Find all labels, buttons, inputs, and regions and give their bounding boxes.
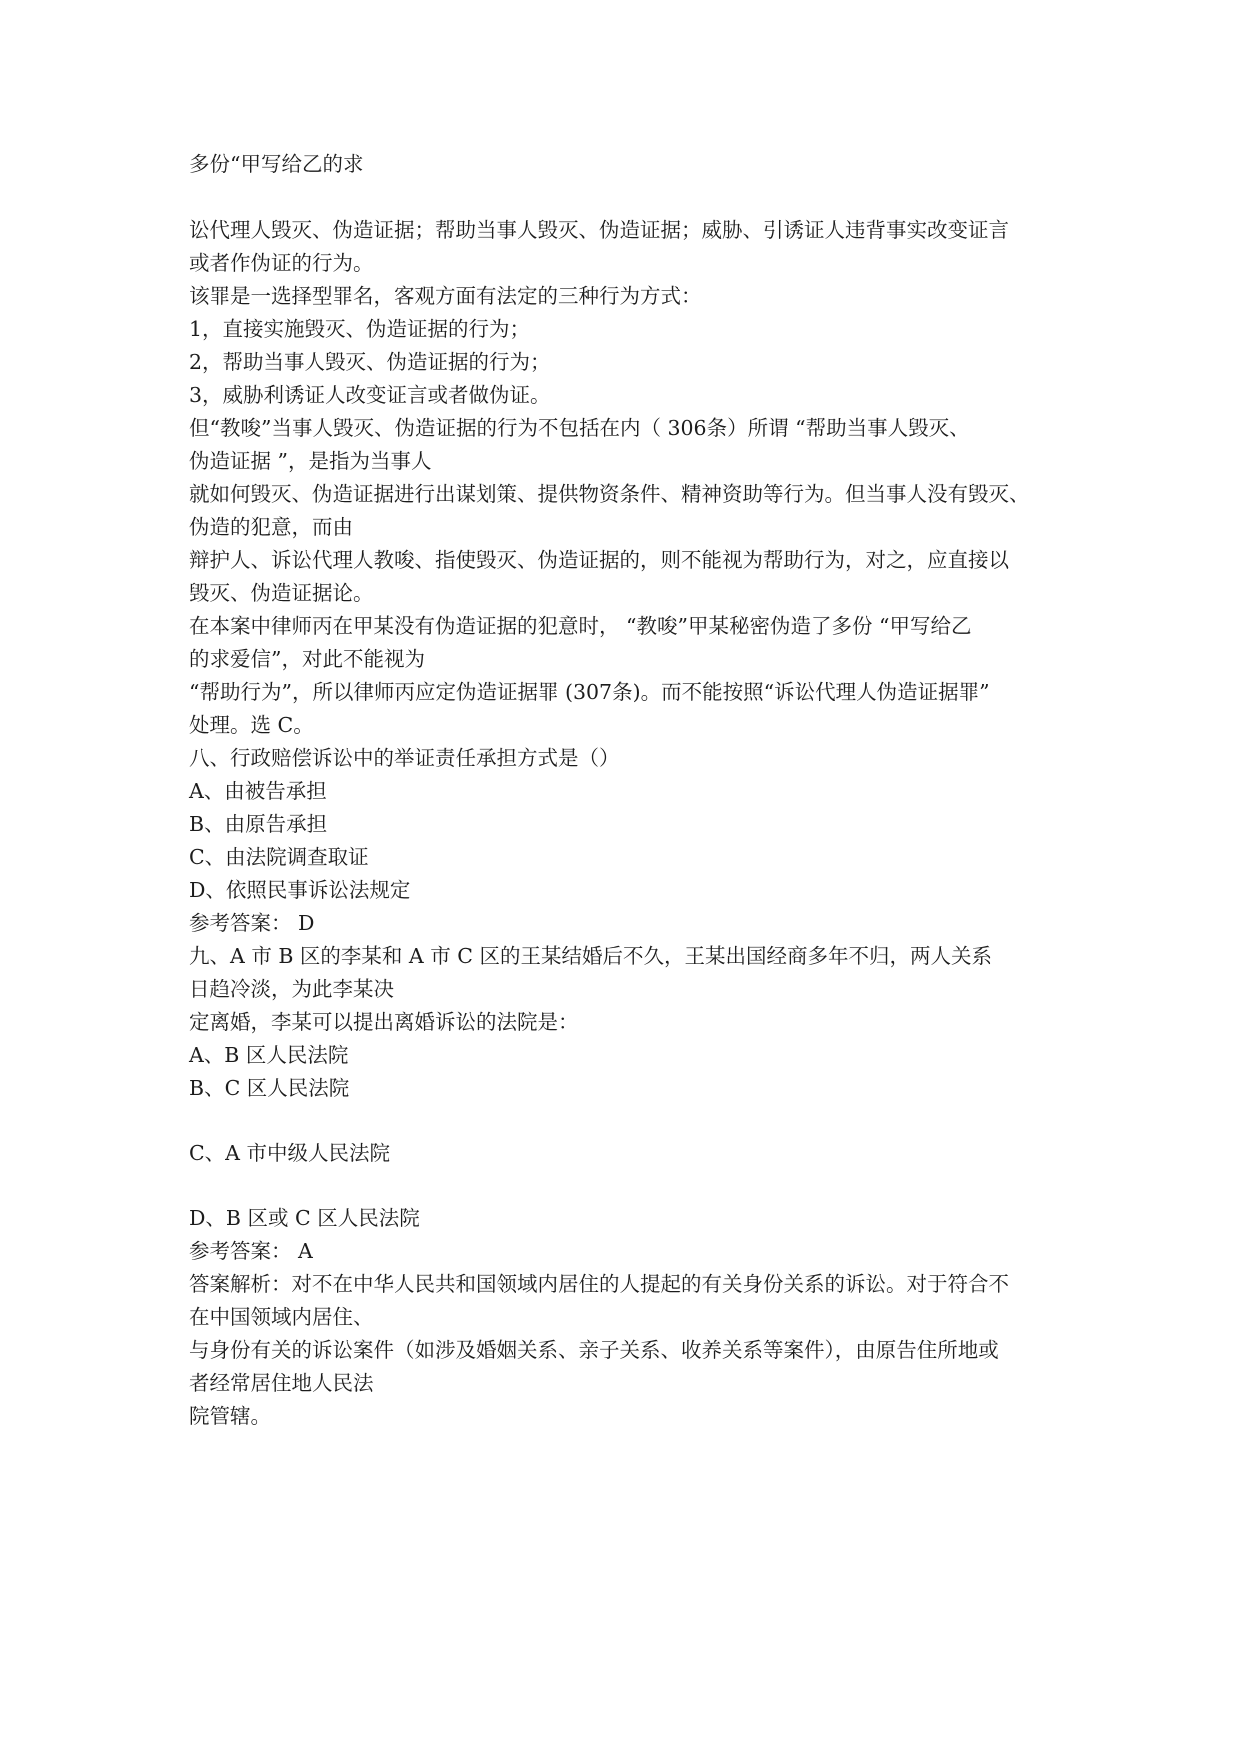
text-line: 3，威胁利诱证人改变证言或者做伪证。 bbox=[189, 383, 551, 407]
text-line: 就如何毁灭、伪造证据进行出谋划策、提供物资条件、精神资助等行为。但当事人没有毁灭、 bbox=[189, 482, 1030, 506]
reference-answer: 参考答案： D bbox=[189, 911, 315, 935]
text-line: 2，帮助当事人毁灭、伪造证据的行为； bbox=[189, 350, 551, 374]
answer-option: C、由法院调查取证 bbox=[189, 845, 369, 869]
question-heading: 八、行政赔偿诉讼中的举证责任承担方式是（） bbox=[189, 746, 620, 770]
text-line: 在本案中律师丙在甲某没有伪造证据的犯意时， “教唆”甲某秘密伪造了多份 “甲写给乙 bbox=[189, 614, 972, 638]
text-line: 与身份有关的诉讼案件（如涉及婚姻关系、亲子关系、收养关系等案件），由原告住所地或 bbox=[189, 1338, 999, 1362]
text-line: 在中国领域内居住、 bbox=[189, 1305, 374, 1329]
text-line: “帮助行为”，所以律师丙应定伪造证据罪 (307条)。而不能按照“诉讼代理人伪造证据罪” bbox=[189, 680, 990, 704]
answer-option: A、B 区人民法院 bbox=[189, 1043, 349, 1067]
answer-option: B、C 区人民法院 bbox=[189, 1076, 350, 1100]
document-body bbox=[189, 148, 1069, 1433]
text-line: 处理。选 C。 bbox=[189, 713, 314, 737]
text-line: 日趋冷淡，为此李某决 bbox=[189, 977, 394, 1001]
text-line: 讼代理人毁灭、伪造证据；帮助当事人毁灭、伪造证据；威胁、引诱证人违背事实改变证言 bbox=[189, 218, 1009, 242]
text-line: 该罪是一选择型罪名，客观方面有法定的三种行为方式： bbox=[189, 284, 702, 308]
blank-line bbox=[189, 1170, 1069, 1202]
answer-option: C、A 市中级人民法院 bbox=[189, 1141, 391, 1165]
text-line: 的求爱信”，对此不能视为 bbox=[189, 647, 425, 671]
text-line: 伪造证据 ”，是指为当事人 bbox=[189, 449, 432, 473]
text-line: 辩护人、诉讼代理人教唆、指使毁灭、伪造证据的，则不能视为帮助行为，对之，应直接以 bbox=[189, 548, 1009, 572]
text-line: 定离婚，李某可以提出离婚诉讼的法院是： bbox=[189, 1010, 579, 1034]
blank-line bbox=[189, 1105, 1069, 1137]
text-line: 伪造的犯意，而由 bbox=[189, 515, 353, 539]
text-line: 毁灭、伪造证据论。 bbox=[189, 581, 374, 605]
answer-option: D、依照民事诉讼法规定 bbox=[189, 878, 411, 902]
reference-answer: 参考答案： A bbox=[189, 1239, 313, 1263]
answer-option: A、由被告承担 bbox=[189, 779, 327, 803]
text-line: 院管辖。 bbox=[189, 1404, 271, 1428]
text-line: 多份“甲写给乙的求 bbox=[189, 152, 364, 176]
answer-explanation: 答案解析：对不在中华人民共和国领域内居住的人提起的有关身份关系的诉讼。对于符合不 bbox=[189, 1272, 1009, 1296]
text-line: 1，直接实施毁灭、伪造证据的行为； bbox=[189, 317, 531, 341]
blank-line bbox=[189, 181, 1069, 214]
question-heading: 九、A 市 B 区的李某和 A 市 C 区的王某结婚后不久，王某出国经商多年不归，两人关系 bbox=[189, 944, 992, 968]
text-line: 或者作伪证的行为。 bbox=[189, 251, 374, 275]
text-line: 者经常居住地人民法 bbox=[189, 1371, 374, 1395]
answer-option: D、B 区或 C 区人民法院 bbox=[189, 1206, 420, 1230]
answer-option: B、由原告承担 bbox=[189, 812, 328, 836]
text-line: 但“教唆”当事人毁灭、伪造证据的行为不包括在内（ 306条）所谓 “帮助当事人毁灭、 bbox=[189, 416, 970, 440]
